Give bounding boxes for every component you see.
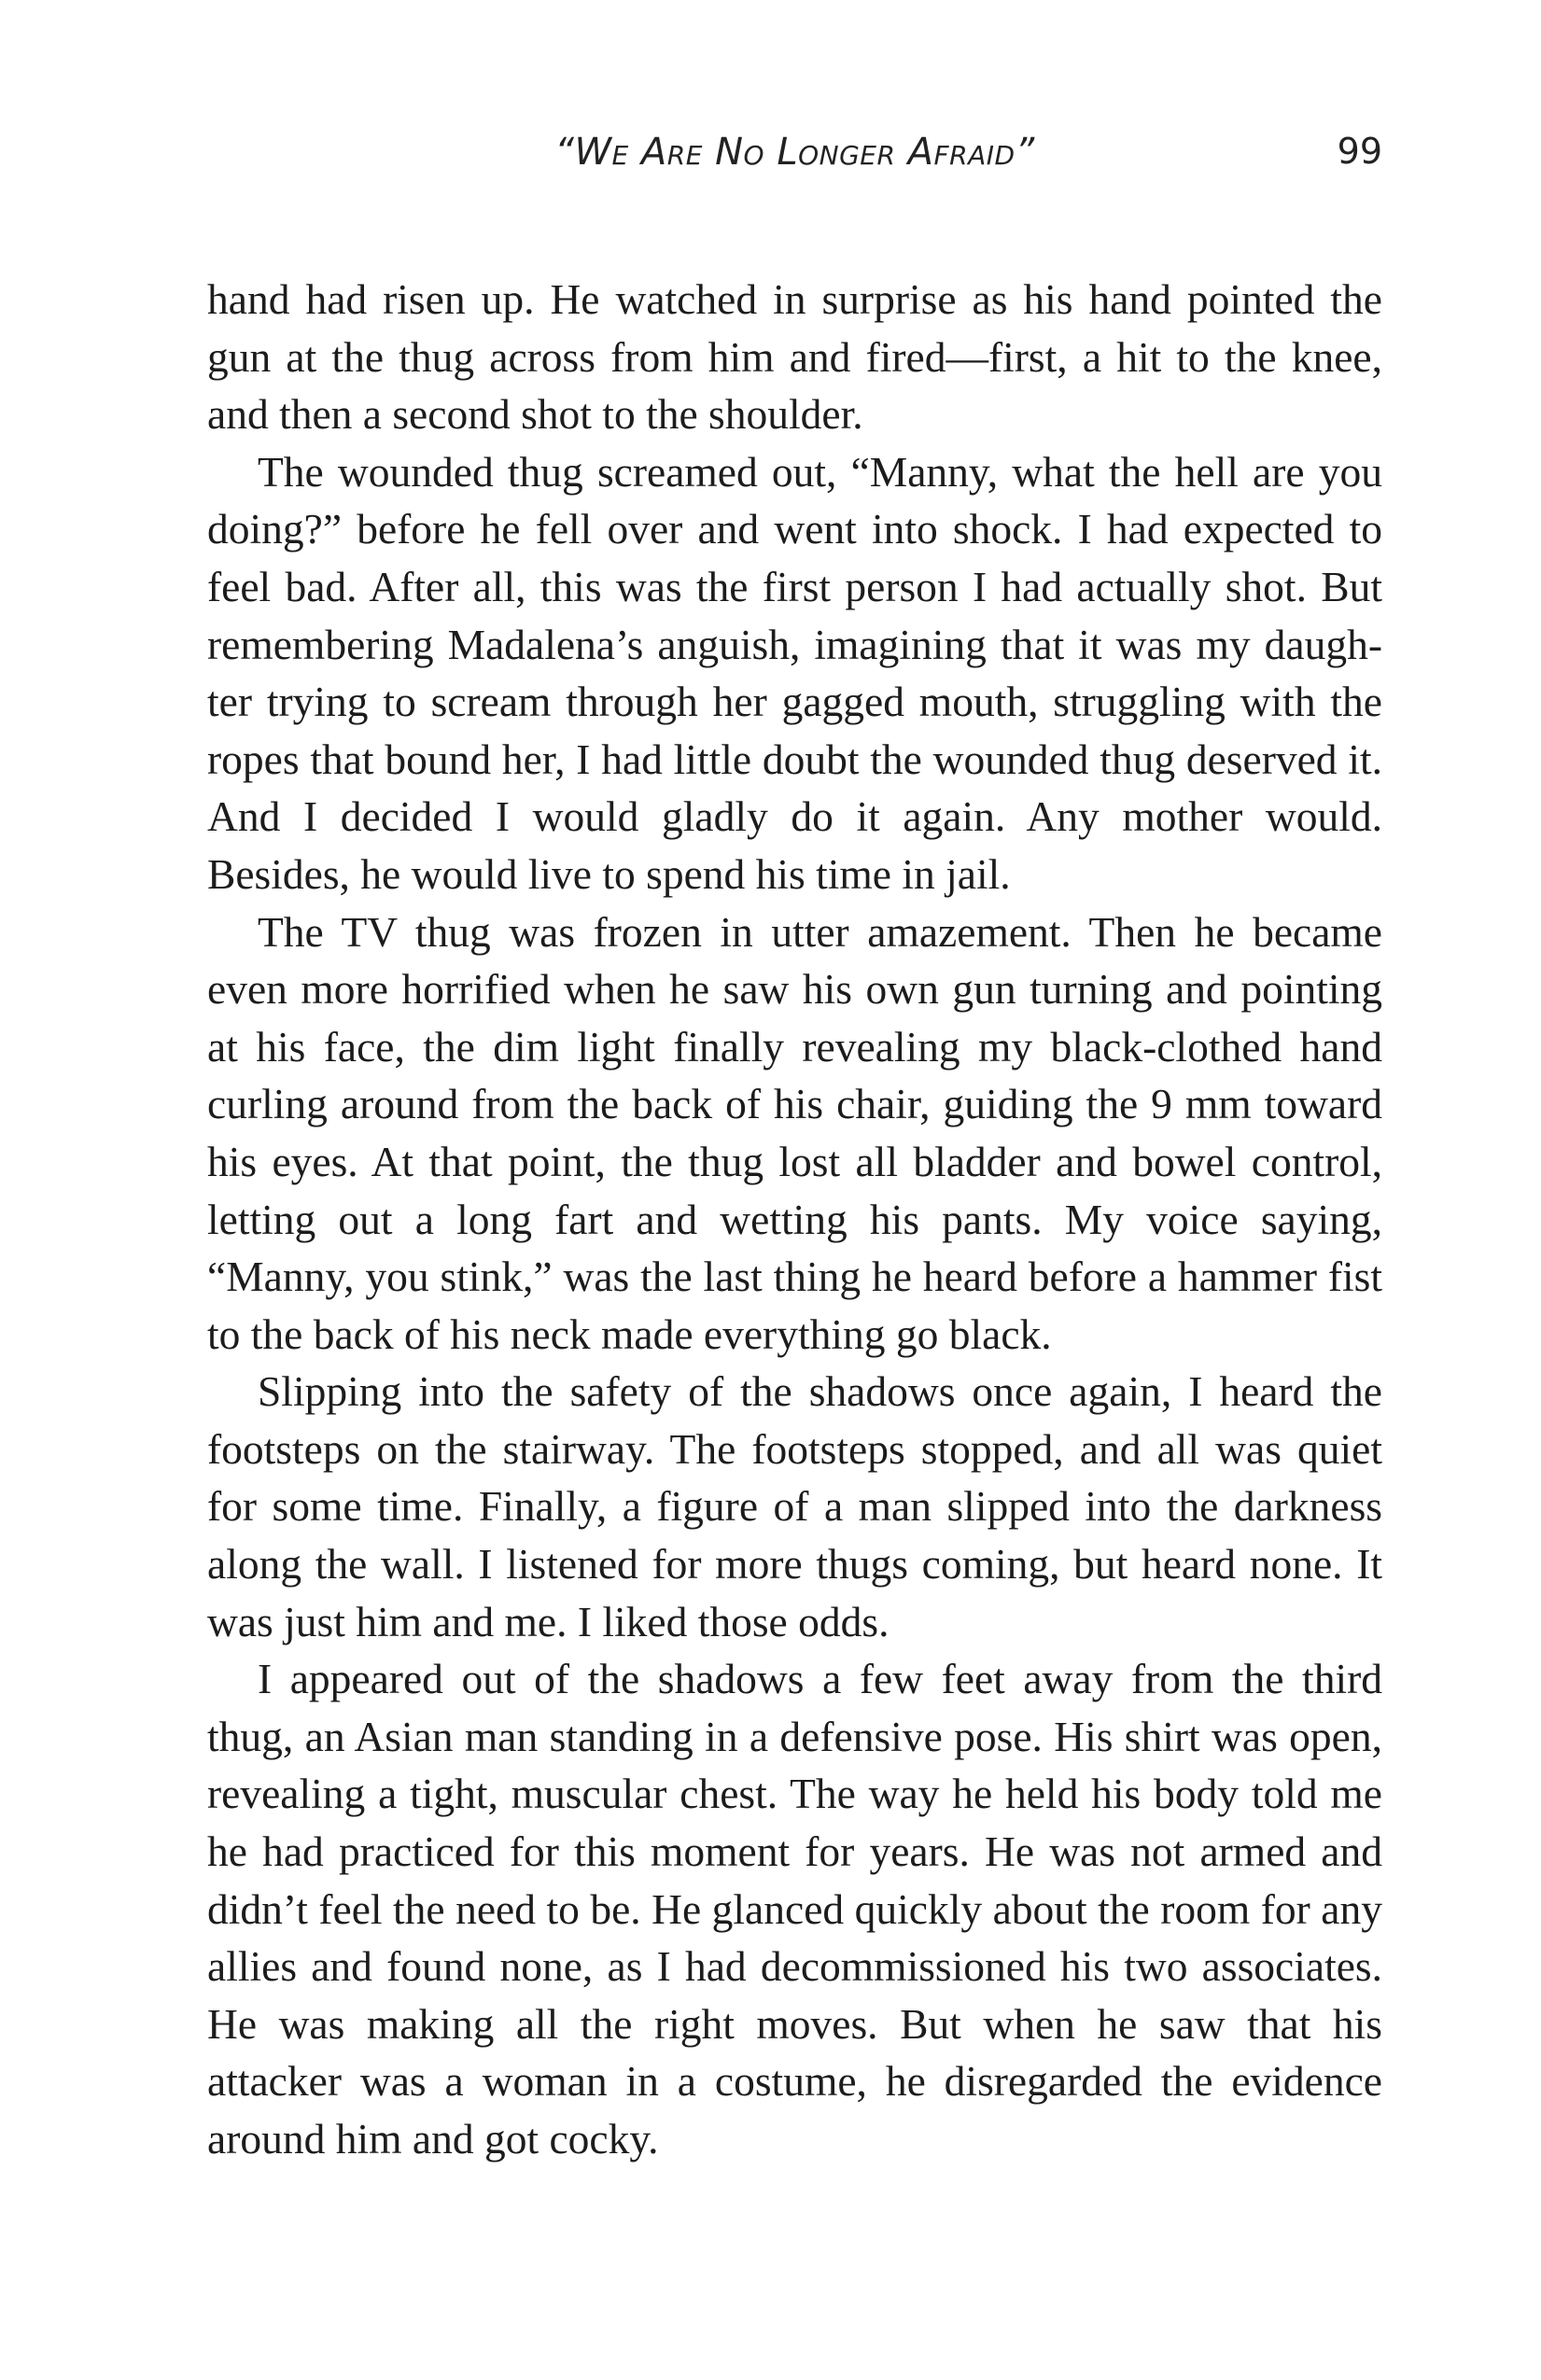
page-number: 99 <box>1337 131 1382 172</box>
running-title: “We Are No Longer Afraid” <box>554 131 1035 174</box>
paragraph-1: hand had risen up. He watched in surprise as his hand pointed the gun at the thug across from him and fired—first, a hit to the knee, and then a second shot to the shoulder. <box>207 275 1382 439</box>
running-head <box>207 131 1382 187</box>
paragraph-4: Slipping into the safety of the shadows once again, I heard the footsteps on the stairway. The footsteps stopped, and all was quiet for some time. Finally, a figure of a man slipped into the darkness along the wall. I listened for more thugs coming, but heard none. It was just him and me. I liked those odds. <box>207 1367 1382 1645</box>
paragraph-5: I appeared out of the shadows a few feet away from the third thug, an Asian man standing in a defensive pose. His shirt was open, revealing a tight, muscular chest. The way he held his body told me he had practiced for this moment for years. He was not armed and didn’t feel the need to be. He glanced quickly about the room for any allies and found none, as I had decommissioned his two associates. He was making all the right moves. But when he saw that his attacker was a woman in a costume, he disregarded the evidence around him and got cocky. <box>207 1655 1382 2163</box>
body-text <box>207 271 1382 2168</box>
paragraph-2: The wounded thug screamed out, “Manny, what the hell are you doing?” before he fell over and went into shock. I had expected to feel bad. After all, this was the first person I had actually shot. But remembering Madalena’s anguish, imagining that it was my daughter trying to scream through her gagged mouth, struggling with the ropes that bound her, I had little doubt the wounded thug deserved it. And I decided I would gladly do it again. Any mother would. Besides, he would live to spend his time in jail. <box>207 447 1382 898</box>
paragraph-3: The TV thug was frozen in utter amazement. Then he became even more horrified when he saw his own gun turning and pointing at his face, the dim light finally revealing my black-clothed hand curling around from the back of his chair, guiding the 9 mm toward his eyes. At that point, the thug lost all bladder and bowel control, letting out a long fart and wetting his pants. My voice saying, “Manny, you stink,” was the last thing he heard before a hammer fist to the back of his neck made everything go black. <box>207 907 1382 1358</box>
